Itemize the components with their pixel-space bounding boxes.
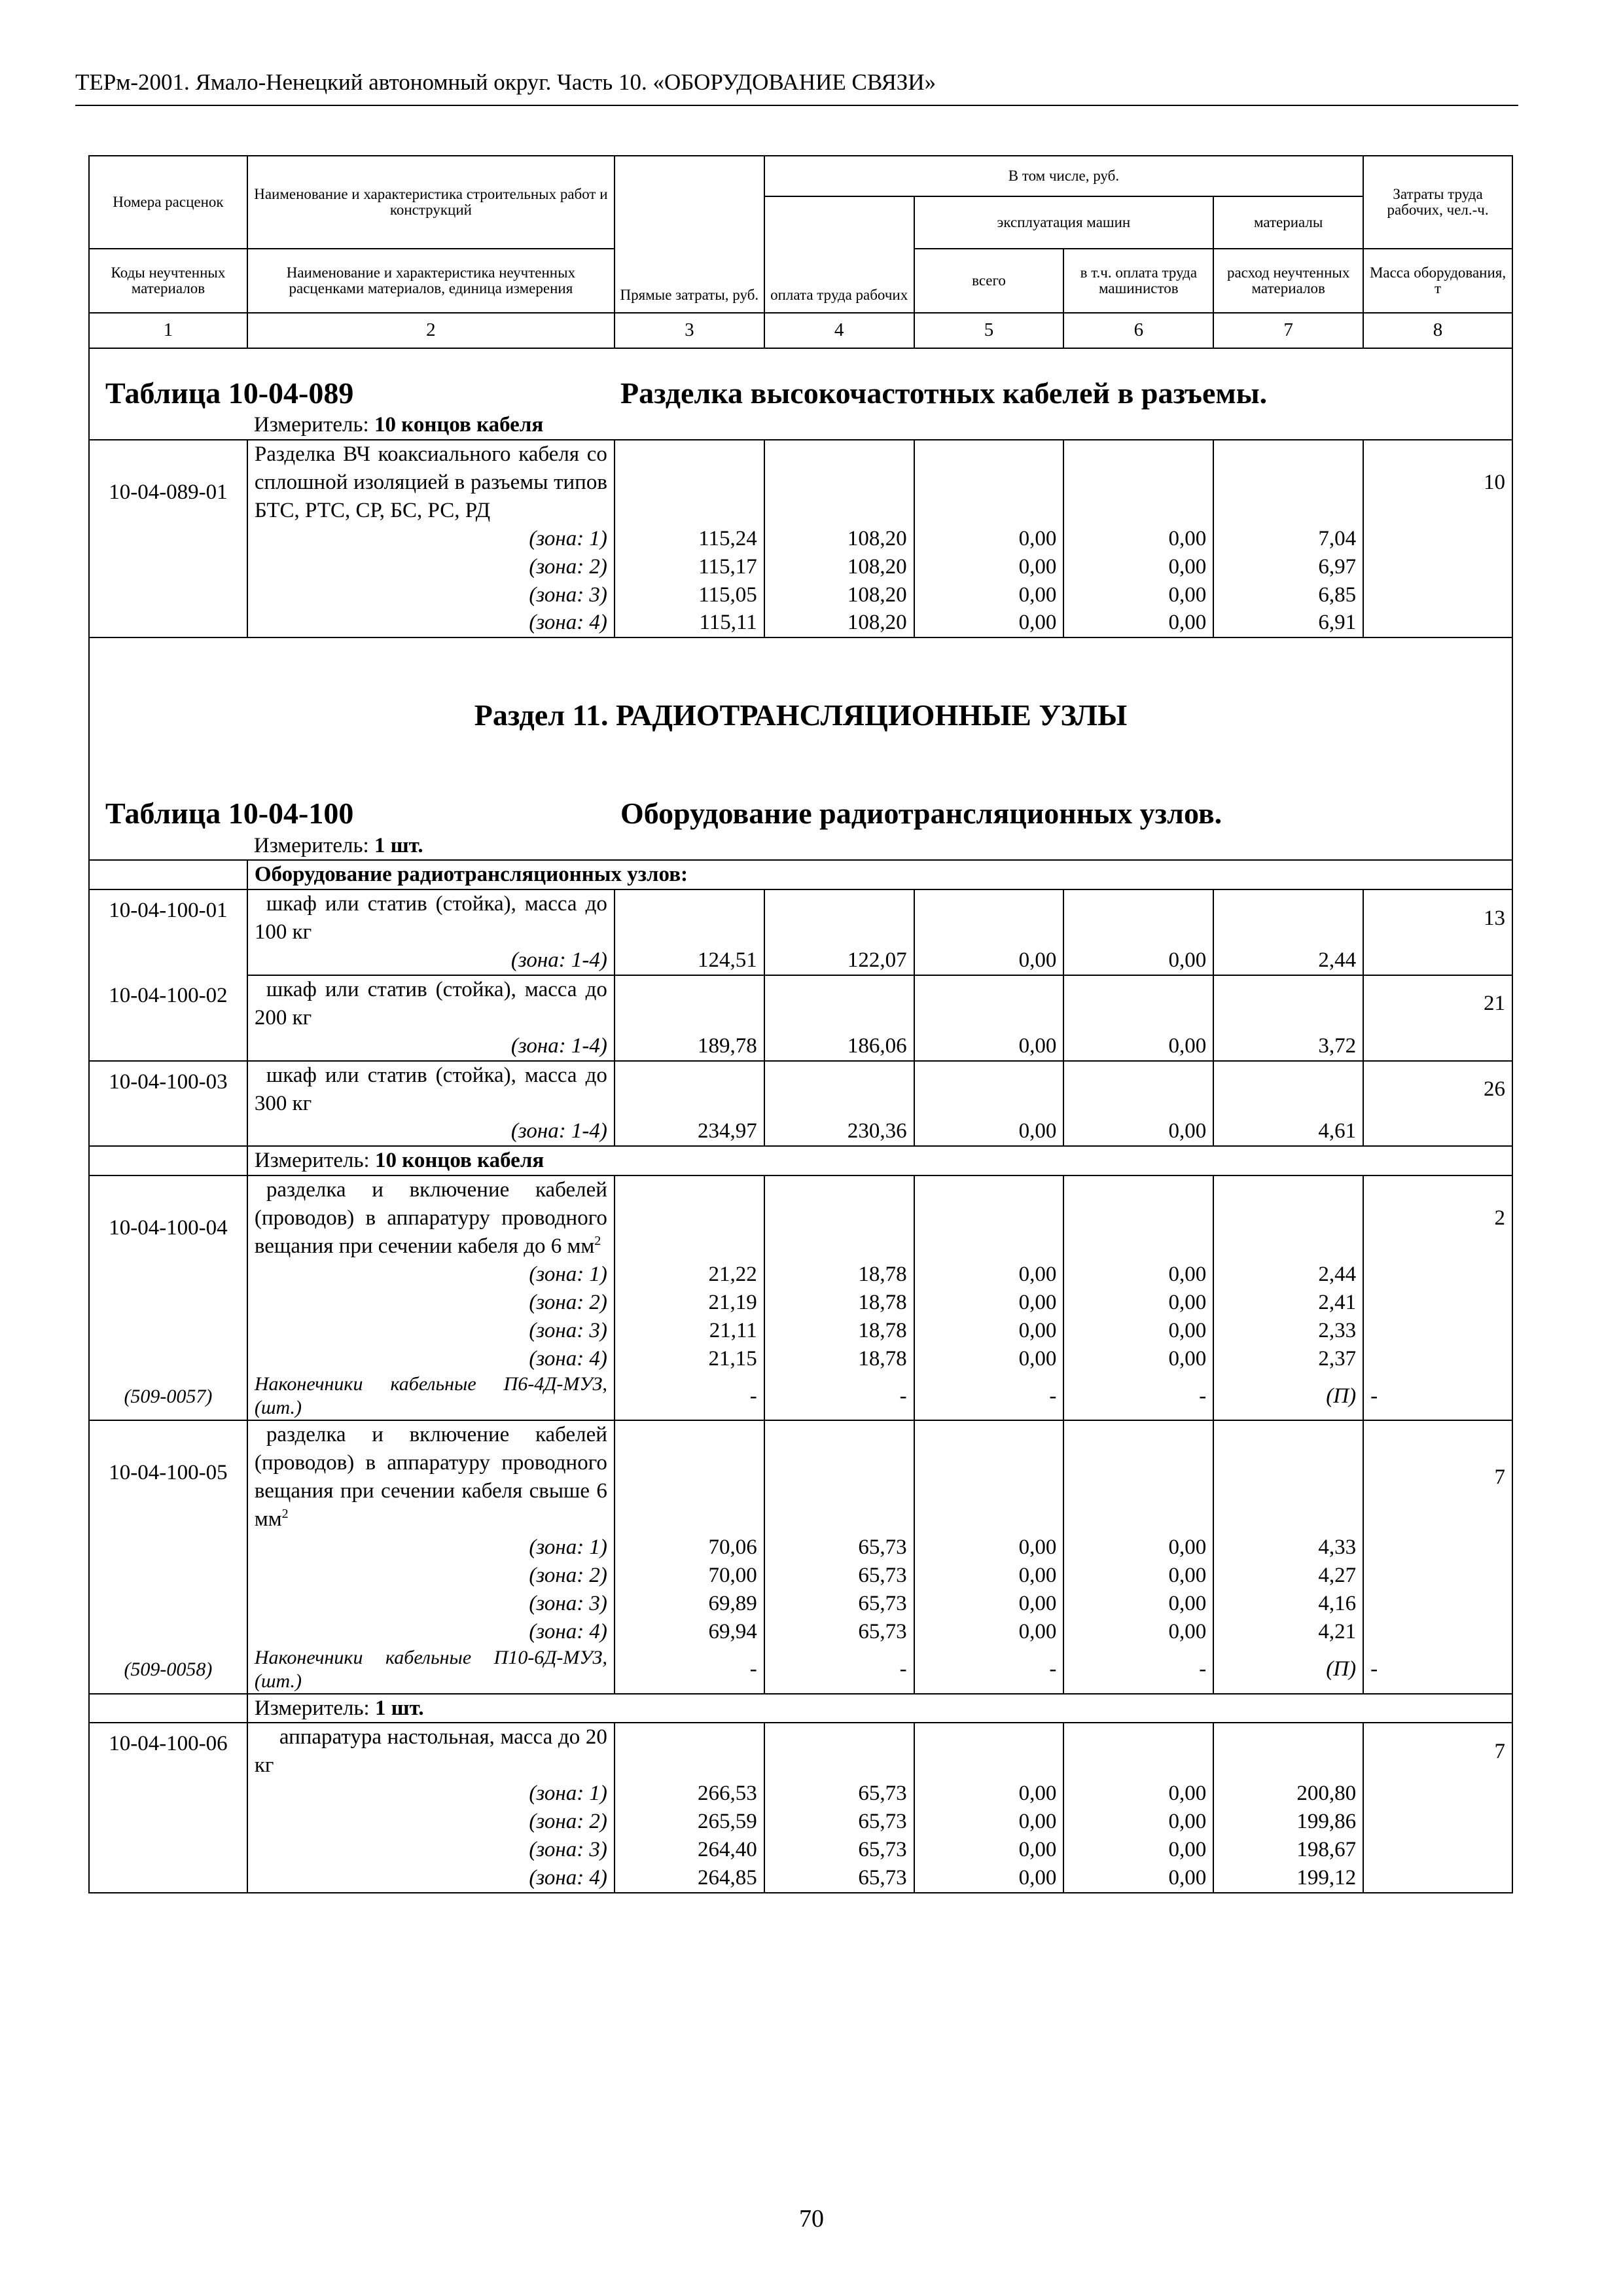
col-number: 6 xyxy=(1063,313,1213,348)
materials-cost: 200,80 xyxy=(1213,1780,1363,1808)
col-mat-use-header: расход неучтенных материалов xyxy=(1213,249,1363,313)
labor-value: 10 xyxy=(1363,440,1512,525)
zone-row xyxy=(89,525,1512,553)
labor-pay: 186,06 xyxy=(764,1032,914,1061)
direct-cost: 265,59 xyxy=(615,1808,764,1836)
zone-row xyxy=(89,1780,1512,1808)
group-title: Оборудование радиотрансляционных узлов: xyxy=(254,863,688,887)
direct-cost: - xyxy=(615,1372,764,1420)
labor-pay: 65,73 xyxy=(764,1562,914,1590)
zone-label: (зона: 2) xyxy=(247,1808,615,1836)
labor-value: 7 xyxy=(1363,1723,1512,1780)
zone-row xyxy=(89,1261,1512,1289)
machinist-pay: 0,00 xyxy=(1063,1345,1213,1373)
direct-cost: 21,22 xyxy=(615,1261,764,1289)
col-direct-header: Прямые затраты, руб. xyxy=(615,156,764,313)
rate-description: разделка и включение кабелей (проводов) в аппаратуру проводного вещания при сечении кабеля до 6 мм xyxy=(254,1178,607,1258)
labor-value: 26 xyxy=(1363,1061,1512,1118)
labor-pay: 65,73 xyxy=(764,1836,914,1864)
labor-pay: 65,73 xyxy=(764,1590,914,1618)
machinist-pay: 0,00 xyxy=(1063,1289,1213,1317)
direct-cost: 266,53 xyxy=(615,1780,764,1808)
labor-pay: 65,73 xyxy=(764,1864,914,1893)
table-row xyxy=(89,440,1512,525)
col-name-header: Наименование и характеристика строительных работ и конструкций xyxy=(247,156,615,249)
machinist-pay: 0,00 xyxy=(1063,1836,1213,1864)
direct-cost: 234,97 xyxy=(615,1117,764,1146)
direct-cost: - xyxy=(615,1646,764,1694)
machinist-pay: - xyxy=(1063,1646,1213,1694)
machine-cost: 0,00 xyxy=(914,1032,1064,1061)
column-numbers-row xyxy=(89,313,1512,348)
labor-pay: 108,20 xyxy=(764,525,914,553)
meter-row xyxy=(89,832,1512,861)
machinist-pay: - xyxy=(1063,1372,1213,1420)
col-number: 1 xyxy=(89,313,247,348)
col-codes-header: Номера расценок xyxy=(89,156,247,249)
machine-cost: 0,00 xyxy=(914,946,1064,975)
machine-cost: - xyxy=(914,1372,1064,1420)
direct-cost: 124,51 xyxy=(615,946,764,975)
meter-row xyxy=(89,411,1512,440)
meter-value: 1 шт. xyxy=(374,833,423,857)
machinist-pay: 0,00 xyxy=(1063,946,1213,975)
zone-label: (зона: 1-4) xyxy=(247,946,615,975)
zone-row xyxy=(89,946,1512,975)
rate-description: шкаф или статив (стойка), масса до 300 кг xyxy=(247,1061,615,1118)
direct-cost: 264,85 xyxy=(615,1864,764,1893)
section-row xyxy=(89,637,1512,795)
col-labor-pay-header: оплата труда рабочих xyxy=(764,196,914,313)
machine-cost: 0,00 xyxy=(914,1562,1064,1590)
direct-cost: 115,11 xyxy=(615,609,764,637)
direct-cost: 115,05 xyxy=(615,581,764,609)
col-materials-header: материалы xyxy=(1213,196,1363,249)
zone-label: (зона: 3) xyxy=(247,581,615,609)
direct-cost: 69,89 xyxy=(615,1590,764,1618)
price-table xyxy=(88,155,1513,1893)
table-subtitle: Оборудование радиотрансляционных узлов. xyxy=(620,797,1222,831)
material-use: (П) xyxy=(1213,1646,1363,1694)
rate-description: Разделка ВЧ коаксиального кабеля со сплошной изоляцией в разъемы типов БТС, РТС, СР, БС, РС, РД xyxy=(247,440,615,525)
rate-description: шкаф или статив (стойка), масса до 200 кг xyxy=(247,975,615,1032)
zone-label: (зона: 1) xyxy=(247,525,615,553)
labor-pay: 18,78 xyxy=(764,1289,914,1317)
materials-cost: 4,61 xyxy=(1213,1117,1363,1146)
material-use: (П) xyxy=(1213,1372,1363,1420)
machinist-pay: 0,00 xyxy=(1063,1261,1213,1289)
zone-row xyxy=(89,1864,1512,1893)
meter-row xyxy=(89,1694,1512,1723)
col-mass-header: Масса оборудования, т xyxy=(1363,249,1512,313)
zone-row xyxy=(89,609,1512,637)
materials-cost: 2,44 xyxy=(1213,1261,1363,1289)
direct-cost: 189,78 xyxy=(615,1032,764,1061)
materials-cost: 4,16 xyxy=(1213,1590,1363,1618)
table-row xyxy=(89,889,1512,946)
col-number: 4 xyxy=(764,313,914,348)
rate-code: 10-04-100-05 xyxy=(89,1420,247,1645)
rate-description: шкаф или статив (стойка), масса до 100 кг xyxy=(247,889,615,946)
table-row xyxy=(89,1175,1512,1261)
zone-row xyxy=(89,581,1512,609)
equipment-mass: - xyxy=(1363,1372,1512,1420)
machine-cost: 0,00 xyxy=(914,609,1064,637)
machinist-pay: 0,00 xyxy=(1063,1032,1213,1061)
machinist-pay: 0,00 xyxy=(1063,1590,1213,1618)
zone-row xyxy=(89,1289,1512,1317)
materials-cost: 2,37 xyxy=(1213,1345,1363,1373)
rate-code: 10-04-089-01 xyxy=(89,440,247,637)
machine-cost: 0,00 xyxy=(914,1618,1064,1646)
direct-cost: 69,94 xyxy=(615,1618,764,1646)
col-labor-header: Затраты труда рабочих, чел.-ч. xyxy=(1363,156,1512,249)
zone-row xyxy=(89,1808,1512,1836)
table-row xyxy=(89,1061,1512,1118)
machinist-pay: 0,00 xyxy=(1063,1534,1213,1562)
zone-row xyxy=(89,553,1512,581)
table-title: Таблица 10-04-089 xyxy=(105,376,354,410)
table-row xyxy=(89,1723,1512,1780)
materials-cost: 2,33 xyxy=(1213,1317,1363,1345)
rate-description: аппаратура настольная, масса до 20 кг xyxy=(247,1723,615,1780)
zone-label: (зона: 4) xyxy=(247,1864,615,1893)
machinist-pay: 0,00 xyxy=(1063,1317,1213,1345)
superscript: 2 xyxy=(594,1233,601,1248)
zone-label: (зона: 1) xyxy=(247,1534,615,1562)
zone-label: (зона: 1) xyxy=(247,1780,615,1808)
table-row xyxy=(89,975,1512,1032)
zone-label: (зона: 3) xyxy=(247,1317,615,1345)
col-number: 2 xyxy=(247,313,615,348)
materials-cost: 4,27 xyxy=(1213,1562,1363,1590)
zone-label: (зона: 2) xyxy=(247,1562,615,1590)
superscript: 2 xyxy=(281,1507,289,1522)
machine-cost: 0,00 xyxy=(914,1534,1064,1562)
equipment-mass: - xyxy=(1363,1646,1512,1694)
direct-cost: 70,00 xyxy=(615,1562,764,1590)
section-title: Раздел 11. РАДИОТРАНСЛЯЦИОННЫЕ УЗЛЫ xyxy=(474,698,1128,732)
materials-cost: 3,72 xyxy=(1213,1032,1363,1061)
col-codes2-header: Коды неучтенных материалов xyxy=(89,249,247,313)
meter-value: 10 концов кабеля xyxy=(374,413,544,437)
page-number: 70 xyxy=(799,2205,824,2233)
zone-label: (зона: 2) xyxy=(247,1289,615,1317)
labor-pay: 65,73 xyxy=(764,1534,914,1562)
col-incl-header: В том числе, руб. xyxy=(764,156,1363,196)
machinist-pay: 0,00 xyxy=(1063,581,1213,609)
col-number: 3 xyxy=(615,313,764,348)
labor-pay: - xyxy=(764,1646,914,1694)
direct-cost: 115,17 xyxy=(615,553,764,581)
labor-pay: 65,73 xyxy=(764,1808,914,1836)
zone-label: (зона: 1-4) xyxy=(247,1117,615,1146)
materials-cost: 6,97 xyxy=(1213,553,1363,581)
machine-cost: 0,00 xyxy=(914,1808,1064,1836)
zone-label: (зона: 4) xyxy=(247,1345,615,1373)
zone-row xyxy=(89,1618,1512,1646)
direct-cost: 264,40 xyxy=(615,1836,764,1864)
zone-row xyxy=(89,1562,1512,1590)
machinist-pay: 0,00 xyxy=(1063,1618,1213,1646)
table-title-row xyxy=(89,348,1512,411)
machinist-pay: 0,00 xyxy=(1063,1117,1213,1146)
labor-value: 13 xyxy=(1363,889,1512,946)
labor-pay: 108,20 xyxy=(764,553,914,581)
zone-row xyxy=(89,1836,1512,1864)
labor-pay: 122,07 xyxy=(764,946,914,975)
machine-cost: 0,00 xyxy=(914,525,1064,553)
rate-code: 10-04-100-04 xyxy=(89,1175,247,1372)
zone-label: (зона: 4) xyxy=(247,1618,615,1646)
col-name2-header: Наименование и характеристика неучтенных расценками материалов, единица измерения xyxy=(247,249,615,313)
zone-label: (зона: 3) xyxy=(247,1836,615,1864)
machine-cost: 0,00 xyxy=(914,1317,1064,1345)
machine-cost: - xyxy=(914,1646,1064,1694)
zone-row xyxy=(89,1032,1512,1061)
direct-cost: 21,19 xyxy=(615,1289,764,1317)
material-row xyxy=(89,1372,1512,1420)
rate-code: 10-04-100-03 xyxy=(89,1061,247,1147)
materials-cost: 4,33 xyxy=(1213,1534,1363,1562)
zone-label: (зона: 3) xyxy=(247,1590,615,1618)
rate-code: 10-04-100-01 xyxy=(89,889,247,975)
materials-cost: 2,44 xyxy=(1213,946,1363,975)
machine-cost: 0,00 xyxy=(914,1836,1064,1864)
table-title-row xyxy=(89,795,1512,831)
machine-cost: 0,00 xyxy=(914,581,1064,609)
col-number: 8 xyxy=(1363,313,1512,348)
machinist-pay: 0,00 xyxy=(1063,1808,1213,1836)
materials-cost: 6,85 xyxy=(1213,581,1363,609)
rate-code: 10-04-100-06 xyxy=(89,1723,247,1892)
zone-label: (зона: 1) xyxy=(247,1261,615,1289)
labor-pay: 108,20 xyxy=(764,609,914,637)
material-name: Наконечники кабельные П10-6Д-МУЗ, (шт.) xyxy=(247,1646,615,1694)
labor-value: 7 xyxy=(1363,1420,1512,1534)
zone-label: (зона: 2) xyxy=(247,553,615,581)
zone-row xyxy=(89,1117,1512,1146)
meter-label: Измеритель: xyxy=(254,1696,370,1720)
labor-pay: 230,36 xyxy=(764,1117,914,1146)
rate-description: разделка и включение кабелей (проводов) в аппаратуру проводного вещания при сечении кабеля свыше 6 мм xyxy=(254,1423,607,1532)
material-name: Наконечники кабельные П6-4Д-МУЗ, (шт.) xyxy=(247,1372,615,1420)
zone-row xyxy=(89,1345,1512,1373)
col-incl-mach-header: в т.ч. оплата труда машинистов xyxy=(1063,249,1213,313)
material-row xyxy=(89,1646,1512,1694)
machine-cost: 0,00 xyxy=(914,1117,1064,1146)
machine-cost: 0,00 xyxy=(914,1590,1064,1618)
meter-row xyxy=(89,1146,1512,1175)
col-total-header: всего xyxy=(914,249,1064,313)
page-header: ТЕРм-2001. Ямало-Ненецкий автономный округ. Часть 10. «ОБОРУДОВАНИЕ СВЯЗИ» xyxy=(75,69,936,95)
machine-cost: 0,00 xyxy=(914,1780,1064,1808)
machinist-pay: 0,00 xyxy=(1063,1864,1213,1893)
machinist-pay: 0,00 xyxy=(1063,609,1213,637)
materials-cost: 2,41 xyxy=(1213,1289,1363,1317)
labor-pay: 65,73 xyxy=(764,1780,914,1808)
labor-pay: 65,73 xyxy=(764,1618,914,1646)
materials-cost: 6,91 xyxy=(1213,609,1363,637)
materials-cost: 199,86 xyxy=(1213,1808,1363,1836)
zone-label: (зона: 4) xyxy=(247,609,615,637)
materials-cost: 199,12 xyxy=(1213,1864,1363,1893)
material-code: (509-0057) xyxy=(89,1372,247,1420)
col-machines-header: эксплуатация машин xyxy=(914,196,1214,249)
labor-pay: 18,78 xyxy=(764,1317,914,1345)
machinist-pay: 0,00 xyxy=(1063,1562,1213,1590)
labor-value: 21 xyxy=(1363,975,1512,1032)
materials-cost: 4,21 xyxy=(1213,1618,1363,1646)
machinist-pay: 0,00 xyxy=(1063,525,1213,553)
meter-label: Измеритель: xyxy=(253,413,369,437)
machine-cost: 0,00 xyxy=(914,553,1064,581)
meter-label: Измеритель: xyxy=(254,1149,370,1173)
meter-label: Измеритель: xyxy=(253,833,369,857)
labor-value: 2 xyxy=(1363,1175,1512,1261)
direct-cost: 21,11 xyxy=(615,1317,764,1345)
group-row xyxy=(89,860,1512,889)
zone-label: (зона: 1-4) xyxy=(247,1032,615,1061)
machine-cost: 0,00 xyxy=(914,1864,1064,1893)
zone-row xyxy=(89,1317,1512,1345)
labor-pay: 18,78 xyxy=(764,1345,914,1373)
meter-value: 1 шт. xyxy=(374,1696,424,1720)
direct-cost: 21,15 xyxy=(615,1345,764,1373)
machine-cost: 0,00 xyxy=(914,1289,1064,1317)
labor-pay: - xyxy=(764,1372,914,1420)
col-number: 5 xyxy=(914,313,1064,348)
labor-pay: 18,78 xyxy=(764,1261,914,1289)
header-rule xyxy=(75,105,1518,106)
table-subtitle: Разделка высокочастотных кабелей в разъемы. xyxy=(620,376,1268,410)
zone-row xyxy=(89,1534,1512,1562)
machinist-pay: 0,00 xyxy=(1063,553,1213,581)
meter-value: 10 концов кабеля xyxy=(374,1149,544,1173)
rate-code: 10-04-100-02 xyxy=(89,975,247,1061)
table-row xyxy=(89,1420,1512,1534)
direct-cost: 70,06 xyxy=(615,1534,764,1562)
labor-pay: 108,20 xyxy=(764,581,914,609)
table-title: Таблица 10-04-100 xyxy=(105,797,354,831)
materials-cost: 7,04 xyxy=(1213,525,1363,553)
materials-cost: 198,67 xyxy=(1213,1836,1363,1864)
header-row-1 xyxy=(89,156,1512,196)
machine-cost: 0,00 xyxy=(914,1261,1064,1289)
machine-cost: 0,00 xyxy=(914,1345,1064,1373)
machinist-pay: 0,00 xyxy=(1063,1780,1213,1808)
col-number: 7 xyxy=(1213,313,1363,348)
material-code: (509-0058) xyxy=(89,1646,247,1694)
direct-cost: 115,24 xyxy=(615,525,764,553)
zone-row xyxy=(89,1590,1512,1618)
